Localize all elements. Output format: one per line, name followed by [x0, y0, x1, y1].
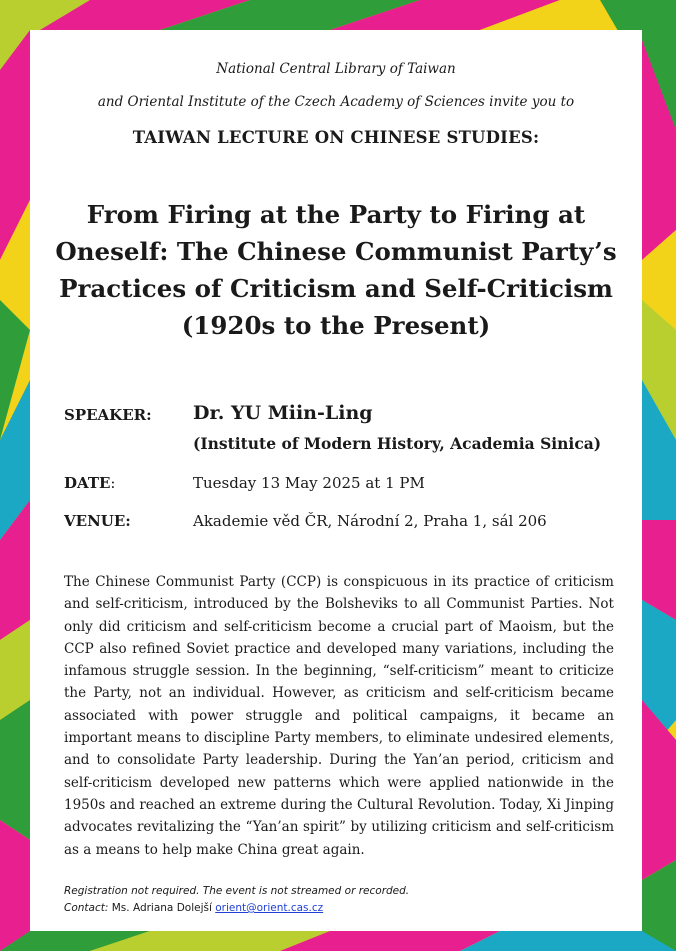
date-value: Tuesday 13 May 2025 at 1 PM [193, 474, 425, 492]
speaker-label: SPEAKER: [64, 406, 152, 424]
contact-name: Ms. Adriana Dolejší [111, 902, 212, 914]
invitation-line-1: National Central Library of Taiwan [216, 61, 456, 77]
date-label-row: DATE: [64, 474, 116, 492]
abstract-text: The Chinese Communist Party (CCP) is conspicuous in its practice of criticism and self-criticism, introduced by the Bolsheviks to all Communist Parties. Not only did criticism and self-criticism become a crucial part of Maoism, but the CCP also refined Soviet practice and developed many variations, including the infamous struggle session. In the beginning, “self-criticism” meant to criticize the Party, not an individual. However, as criticism and self-criticism became associated with power struggle and political campaigns, it became an important means to discipline Party members, to eliminate undesired elements, and to consolidate Party leadership. During the Yan’an period, criticism and self-criticism developed new patterns which were applied nationwide in the 1950s and reached an extreme during the Cultural Revolution. Today, Xi Jinping advocates revitalizing the “Yan’an spirit” by utilizing criticism and self-criticism as a means to help make China great again. [64, 574, 614, 858]
contact-line [64, 900, 624, 917]
registration-note: Registration not required. The event is not streamed or recorded. [64, 885, 410, 897]
contact-email-link[interactable]: orient@orient.cas.cz [215, 902, 324, 914]
speaker-affiliation: (Institute of Modern History, Academia Sinica) [193, 434, 602, 453]
date-label: DATE [64, 474, 111, 492]
lecture-title: From Firing at the Party to Firing at Oneself: The Chinese Communist Party’s Practices of Criticism and Self-Criticism (1920s to the Present) [55, 200, 617, 340]
footer [64, 883, 624, 917]
invitation-card [30, 30, 642, 931]
speaker-name: Dr. YU Miin-Ling [193, 402, 373, 424]
venue-value: Akademie věd ČR, Národní 2, Praha 1, sál 206 [193, 512, 547, 530]
contact-label: Contact: [64, 902, 109, 914]
venue-label: VENUE: [64, 512, 131, 530]
invitation-line-2: and Oriental Institute of the Czech Academy of Sciences invite you to [97, 94, 575, 110]
series-title: TAIWAN LECTURE ON CHINESE STUDIES: [132, 128, 540, 147]
